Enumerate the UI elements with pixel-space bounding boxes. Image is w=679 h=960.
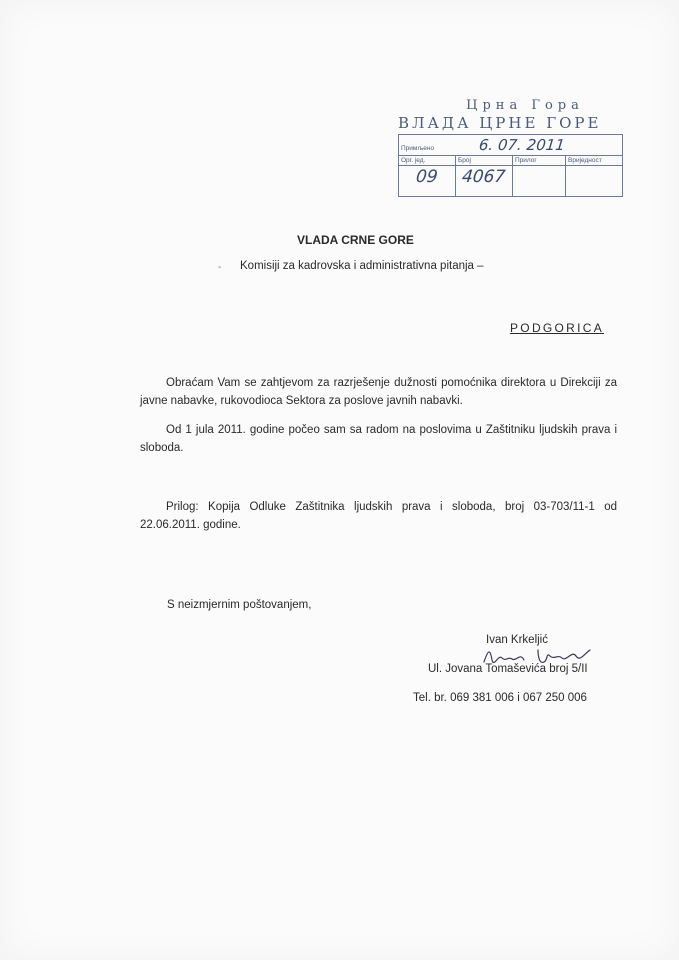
stamp-attachment-cell (513, 166, 566, 197)
stamp-number-label: Број (456, 156, 513, 166)
stamp-government: ВЛАДА ЦРНЕ ГОРЕ (398, 114, 602, 132)
bullet-mark: - (218, 262, 222, 273)
sender-phone: Tel. br. 069 381 006 i 067 250 006 (413, 692, 587, 704)
stamp-number-value: 4067 (461, 167, 507, 187)
stamp-country: Црна Гора (466, 98, 584, 113)
body-paragraph-1: Obraćam Vam se zahtjevom za razrješenje dužnosti pomoćnika direktora u Direkciji za javne nabavke, rukovodioca Sektora za poslove javnih nabavki. (140, 377, 617, 407)
sender-name: Ivan Krkeljić (486, 634, 548, 646)
sender-address: Ul. Jovana Tomaševića broj 5/II (428, 663, 588, 675)
stamp-attachment-label: Прилог (513, 156, 566, 166)
stamp-org-unit-value: 09 (415, 167, 439, 187)
attachment-note: Prilog: Kopija Odluke Zaštitnika ljudskih prava i sloboda, broj 03-703/11-1 od 22.06.2011. godine. (140, 501, 617, 531)
stamp-value-cell (566, 166, 623, 197)
addressee-subtitle: Komisiji za kadrovska i administrativna pitanja – (240, 260, 484, 272)
body-paragraph-2: Od 1 jula 2011. godine počeo sam sa radom na poslovima u Zaštitniku ljudskih prava i sloboda. (140, 424, 617, 454)
stamp-received-label: Примљено (401, 145, 435, 152)
registry-stamp (398, 134, 623, 197)
stamp-value-label: Вриједност (566, 156, 623, 166)
stamp-org-unit-label: Орг. јед. (399, 156, 456, 166)
addressee-city: PODGORICA (510, 321, 605, 335)
addressee-title: VLADA CRNE GORE (297, 233, 414, 247)
closing-salutation: S neizmjernim poštovanjem, (167, 599, 312, 611)
stamp-received-value: 6. 07. 2011 (477, 136, 566, 154)
